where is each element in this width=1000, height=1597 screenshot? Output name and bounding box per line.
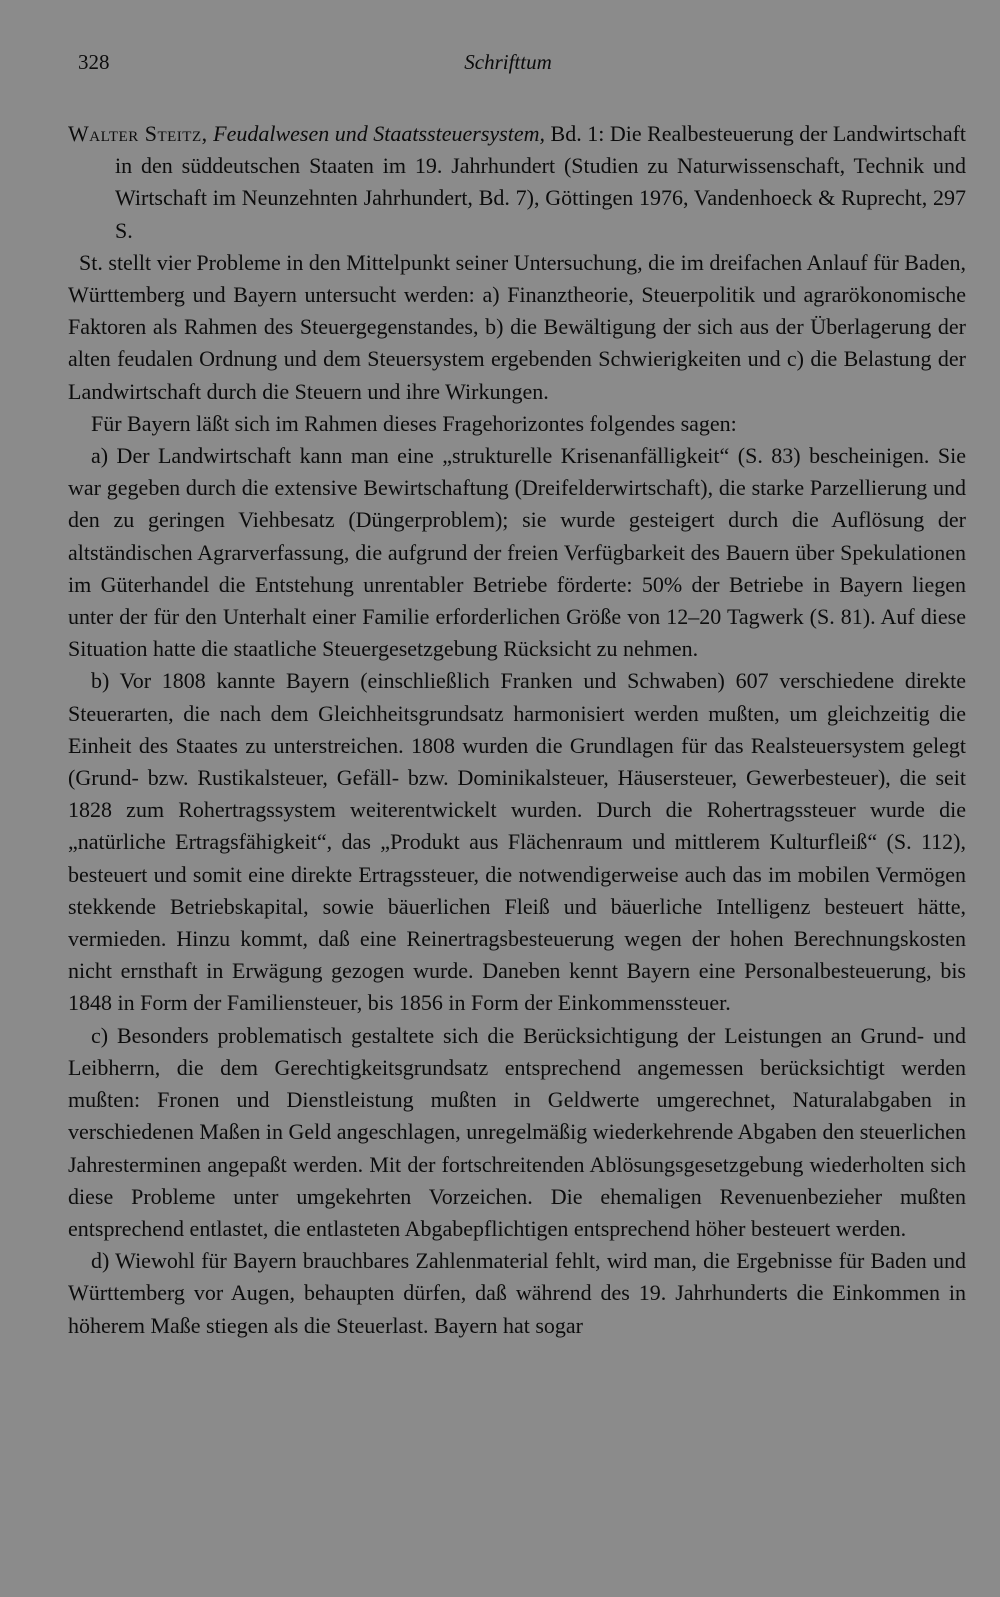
citation-title: Feudalwesen und Staatssteuersystem, xyxy=(213,121,545,146)
citation-author: Walter Steitz, xyxy=(68,121,208,146)
running-head: Schrifttum xyxy=(464,50,552,74)
page-header xyxy=(78,50,938,82)
review-paragraph-intro: St. stellt vier Probleme in den Mittelpunkt seiner Untersuchung, die im dreifachen Anlauf für Baden, Württemberg und Bayern untersucht werden: a) Finanztheorie, Steuerpolitik und agrarökonomische Faktoren als Rahmen des Steuergegenstandes, b) die Bewältigung der sich aus der Überlagerung der alten feudalen Ordnung und dem Steuersystem ergebenden Schwierigkeiten und c) die Belastung der Landwirtschaft durch die Steuern und ihre Wirkungen. xyxy=(68,249,966,404)
citation-details: Bd. 1: Die Realbesteuerung der Landwirtschaft in den süddeutschen Staaten im 19. Jahrhundert (Studien zu Naturwissenschaft, Technik und Wirtschaft im Neunzehnten Jahrhundert, Bd. 7), Göttingen 1976, Vandenhoeck & Ruprecht, 297 S. xyxy=(115,121,967,243)
review-paragraph-bayern: Für Bayern läßt sich im Rahmen dieses Fragehorizontes folgendes sagen: xyxy=(91,410,737,436)
review-paragraph-b: b) Vor 1808 kannte Bayern (einschließlich Franken und Schwaben) 607 verschiedene direkte Steuerarten, die nach dem Gleichheitsgrundsatz harmonisiert werden mußten, um gleichzeitig die Einheit des Staates zu unterstreichen. 1808 wurden die Grundlagen für das Realsteuersystem gelegt (Grund- bzw. Rustikalsteuer, Gefäll- bzw. Dominikalsteuer, Häusersteuer, Gewerbesteuer), die seit 1828 zum Rohertragssystem weiterentwickelt wurden. Durch die Rohertragssteuer wurde die „natürliche Ertragsfähigkeit“, das „Produkt aus Flächenraum und mittlerem Kulturfleiß“ (S. 112), besteuert und somit eine direkte Ertragssteuer, die notwendigerweise auch das im mobilen Vermögen stekkende Betriebskapital, sowie bäuerlichen Fleiß und bäuerliche Intelligenz besteuert hätte, vermieden. Hinzu kommt, daß eine Reinertragsbesteuerung wegen der hohen Berechnungskosten nicht ernsthaft in Erwägung gezogen wurde. Daneben kennt Bayern eine Personalbesteuerung, bis 1848 in Form der Familiensteuer, bis 1856 in Form der Einkommenssteuer. xyxy=(68,668,966,1016)
page-body xyxy=(68,118,966,1342)
page-number: 328 xyxy=(78,50,110,74)
review-paragraph-a: a) Der Landwirtschaft kann man eine „strukturelle Krisenanfälligkeit“ (S. 83) bescheinigen. Sie war gegeben durch die extensive Bewirtschaftung (Dreifelderwirtschaft), die starke Parzellierung und den zu geringen Viehbesatz (Düngerproblem); sie wurde gesteigert durch die Auflösung der altständischen Agrarverfassung, die aufgrund der freien Verfügbarkeit des Bauern über Spekulationen im Güterhandel die Entstehung unrentabler Betriebe förderte: 50% der Betriebe in Bayern liegen unter der für den Unterhalt einer Familie erforderlichen Größe von 12–20 Tagwerk (S. 81). Auf diese Situation hatte die staatliche Steuergesetzgebung Rücksicht zu nehmen. xyxy=(68,443,966,662)
book-citation xyxy=(68,118,966,247)
review-paragraph-c: c) Besonders problematisch gestaltete sich die Berücksichtigung der Leistungen an Grund- und Leibherrn, die dem Gerechtigkeitsgrundsatz entsprechend angemessen berücksichtigt werden mußten: Fronen und Dienstleistung mußten in Geldwerte umgerechnet, Naturalabgaben in verschiedenen Maßen in Geld angeschlagen, unregelmäßig wiederkehrende Abgaben den steuerlichen Jahresterminen angepaßt werden. Mit der fortschreitenden Ablösungsgesetzgebung wiederholten sich diese Probleme unter umgekehrten Vorzeichen. Die ehemaligen Revenuenbezieher mußten entsprechend entlastet, die entlasteten Abgabepflichtigen entsprechend höher besteuert werden. xyxy=(68,1022,966,1241)
review-paragraph-d: d) Wiewohl für Bayern brauchbares Zahlenmaterial fehlt, wird man, die Ergebnisse für Baden und Württemberg vor Augen, behaupten dürfen, daß während des 19. Jahrhunderts die Einkommen in höherem Maße stiegen als die Steuerlast. Bayern hat sogar xyxy=(68,1248,966,1338)
